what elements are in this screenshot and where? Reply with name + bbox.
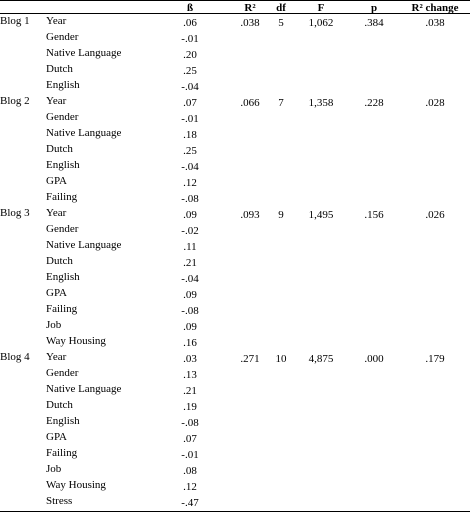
header-r2: R² [244, 2, 256, 14]
variable-label: Dutch [46, 63, 73, 75]
variable-label: English [46, 271, 80, 283]
block-f: 1,358 [308, 97, 334, 109]
block-label: Blog 4 [0, 351, 30, 363]
header-p: p [370, 2, 378, 14]
block-label: Blog 3 [0, 207, 30, 219]
header-r2-change: R² change [411, 2, 459, 14]
header-beta: ß [186, 2, 194, 14]
variable-label: Failing [46, 447, 78, 459]
block-p: .156 [364, 209, 384, 221]
beta-value: .12 [183, 177, 197, 189]
beta-value: .13 [183, 369, 197, 381]
variable-label: Failing [46, 191, 78, 203]
variable-label: English [46, 415, 80, 427]
beta-value: .25 [183, 65, 197, 77]
beta-value: .09 [183, 209, 197, 221]
beta-value: -.02 [181, 225, 199, 237]
variable-label: Gender [46, 111, 79, 123]
variable-label: Dutch [46, 143, 73, 155]
variable-label: Job [46, 319, 62, 331]
beta-value: .20 [183, 49, 197, 61]
beta-value: -.01 [181, 33, 199, 45]
beta-value: .03 [183, 353, 197, 365]
beta-value: -.01 [181, 113, 199, 125]
block-f: 4,875 [308, 353, 334, 365]
beta-value: .07 [183, 433, 197, 445]
beta-value: -.04 [181, 273, 199, 285]
variable-label: Native Language [46, 383, 122, 395]
variable-label: GPA [46, 175, 67, 187]
variable-label: Stress [46, 495, 73, 507]
block-r2: .093 [240, 209, 260, 221]
block-r2-change: .038 [425, 17, 445, 29]
block-p: .384 [364, 17, 384, 29]
variable-label: Failing [46, 303, 78, 315]
bottom-rule [0, 511, 470, 512]
beta-value: .18 [183, 129, 197, 141]
variable-label: English [46, 79, 80, 91]
beta-value: -.47 [181, 497, 199, 509]
variable-label: Year [46, 15, 67, 27]
block-p: .000 [364, 353, 384, 365]
variable-label: Gender [46, 367, 79, 379]
block-r2-change: .026 [425, 209, 445, 221]
block-r2: .066 [240, 97, 260, 109]
beta-value: .16 [183, 337, 197, 349]
beta-value: .12 [183, 481, 197, 493]
beta-value: -.08 [181, 305, 199, 317]
beta-value: .25 [183, 145, 197, 157]
block-f: 1,495 [308, 209, 334, 221]
variable-label: Year [46, 351, 67, 363]
variable-label: Way Housing [46, 479, 106, 491]
beta-value: .06 [183, 17, 197, 29]
block-df: 7 [278, 97, 284, 109]
block-r2-change: .028 [425, 97, 445, 109]
variable-label: English [46, 159, 80, 171]
beta-value: .08 [183, 465, 197, 477]
variable-label: Dutch [46, 255, 73, 267]
beta-value: .21 [183, 257, 197, 269]
variable-label: Job [46, 463, 62, 475]
block-label: Blog 2 [0, 95, 30, 107]
variable-label: GPA [46, 287, 67, 299]
variable-label: Year [46, 207, 67, 219]
beta-value: -.04 [181, 81, 199, 93]
beta-value: .09 [183, 321, 197, 333]
block-r2: .038 [240, 17, 260, 29]
variable-label: Gender [46, 31, 79, 43]
beta-value: -.08 [181, 417, 199, 429]
variable-label: Year [46, 95, 67, 107]
block-r2-change: .179 [425, 353, 445, 365]
block-r2: .271 [240, 353, 260, 365]
beta-value: .11 [183, 241, 197, 253]
variable-label: GPA [46, 431, 67, 443]
block-df: 5 [278, 17, 284, 29]
beta-value: -.04 [181, 161, 199, 173]
beta-value: -.01 [181, 449, 199, 461]
variable-label: Dutch [46, 399, 73, 411]
block-p: .228 [364, 97, 384, 109]
block-df: 9 [278, 209, 284, 221]
beta-value: .21 [183, 385, 197, 397]
beta-value: -.08 [181, 193, 199, 205]
header-f: F [317, 2, 325, 14]
variable-label: Way Housing [46, 335, 106, 347]
beta-value: .19 [183, 401, 197, 413]
beta-value: .09 [183, 289, 197, 301]
block-f: 1,062 [308, 17, 334, 29]
block-df: 10 [275, 353, 287, 365]
header-df: df [276, 2, 286, 14]
beta-value: .07 [183, 97, 197, 109]
variable-label: Native Language [46, 47, 122, 59]
variable-label: Native Language [46, 239, 122, 251]
block-label: Blog 1 [0, 15, 30, 27]
header-rule [0, 13, 470, 14]
variable-label: Native Language [46, 127, 122, 139]
variable-label: Gender [46, 223, 79, 235]
